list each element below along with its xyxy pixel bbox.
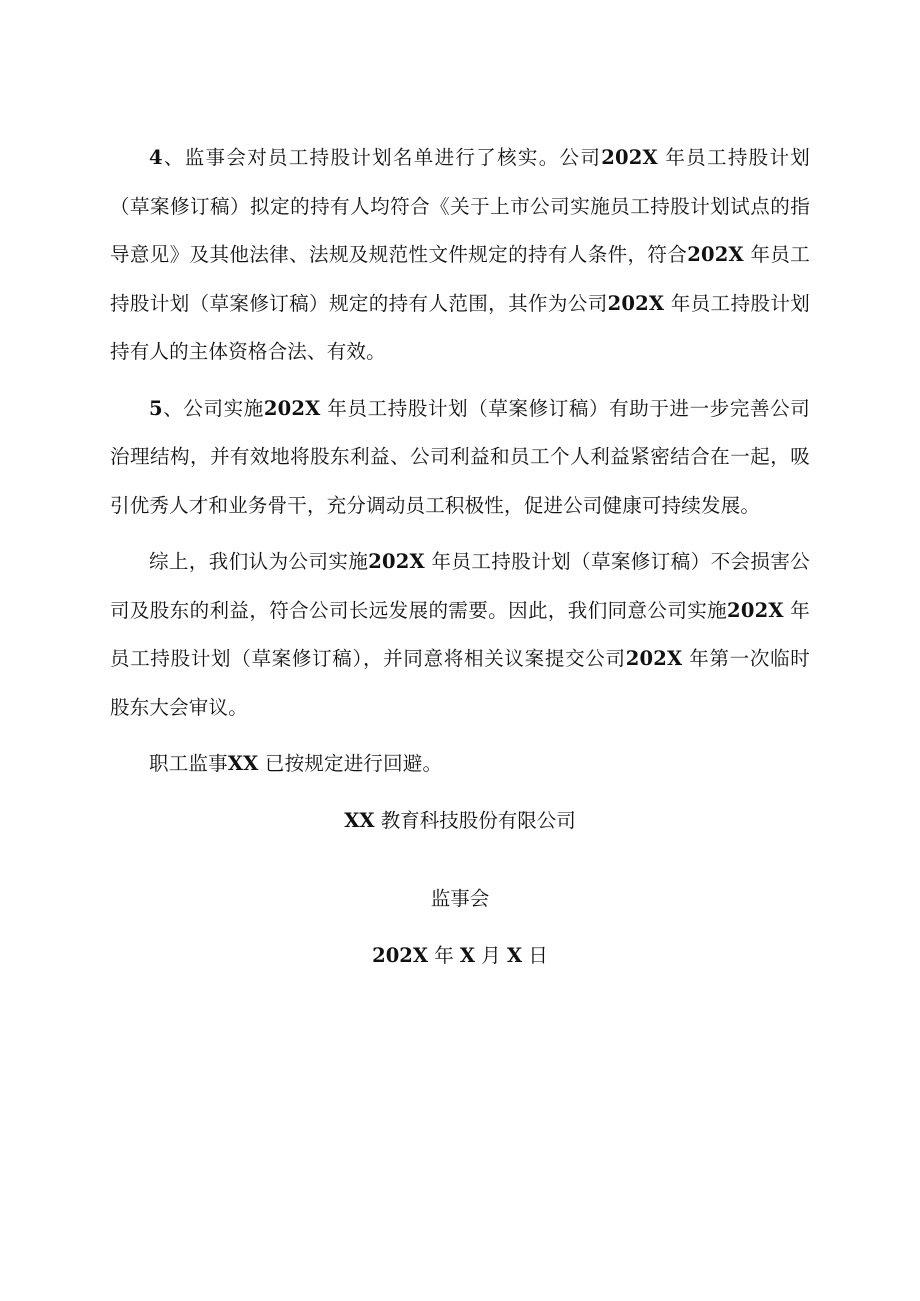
signature-date: 202X 年 X 月 X 日 — [372, 943, 548, 967]
paragraph-recusal: 职工监事XX 已按规定进行回避。 — [149, 752, 443, 775]
year-text: 202X — [625, 647, 683, 670]
paragraph-item-4: 4、监事会对员工持股计划名单进行了核实。公司202X 年员工持股计划（草案修订稿）拟定的持有人均符合《关于上市公司实施员工持股计划试点的指导意见》及其他法律、法规及规范性文件规定的持有人条件，符合202X 年员工持股计划（草案修订稿）规定的持有人范围，其作为公司202X 年员工持股计划持有人的主体资格合法、有效。 — [110, 146, 810, 363]
supervisor-name: XX — [227, 752, 259, 775]
year-text: 202X — [687, 243, 744, 266]
board-name: 监事会 — [430, 887, 490, 910]
year-text: 202X — [368, 550, 425, 573]
company-name: XX 教育科技股份有限公司 — [344, 808, 576, 832]
year-text: 202X — [607, 291, 665, 315]
paragraph-conclusion: 综上，我们认为公司实施202X 年员工持股计划（草案修订稿）不会损害公司及股东的利益，符合公司长远发展的需要。因此，我们同意公司实施202X 年员工持股计划（草案修订稿），并同意将相关议案提交公司202X 年第一次临时股东大会审议。 — [110, 550, 811, 719]
year-text: 202X — [727, 598, 784, 622]
item-number: 4 — [149, 146, 163, 169]
paragraph-item-5: 5、公司实施202X 年员工持股计划（草案修订稿）有助于进一步完善公司治理结构，并有效地将股东利益、公司利益和员工个人利益紧密结合在一起，吸引优秀人才和业务骨干，充分调动员工积极性，促进公司健康可持续发展。 — [110, 396, 810, 517]
year-text: 202X — [263, 396, 321, 420]
item-number: 5 — [149, 396, 163, 420]
year-text: 202X — [601, 146, 658, 169]
document-page — [110, 134, 810, 980]
